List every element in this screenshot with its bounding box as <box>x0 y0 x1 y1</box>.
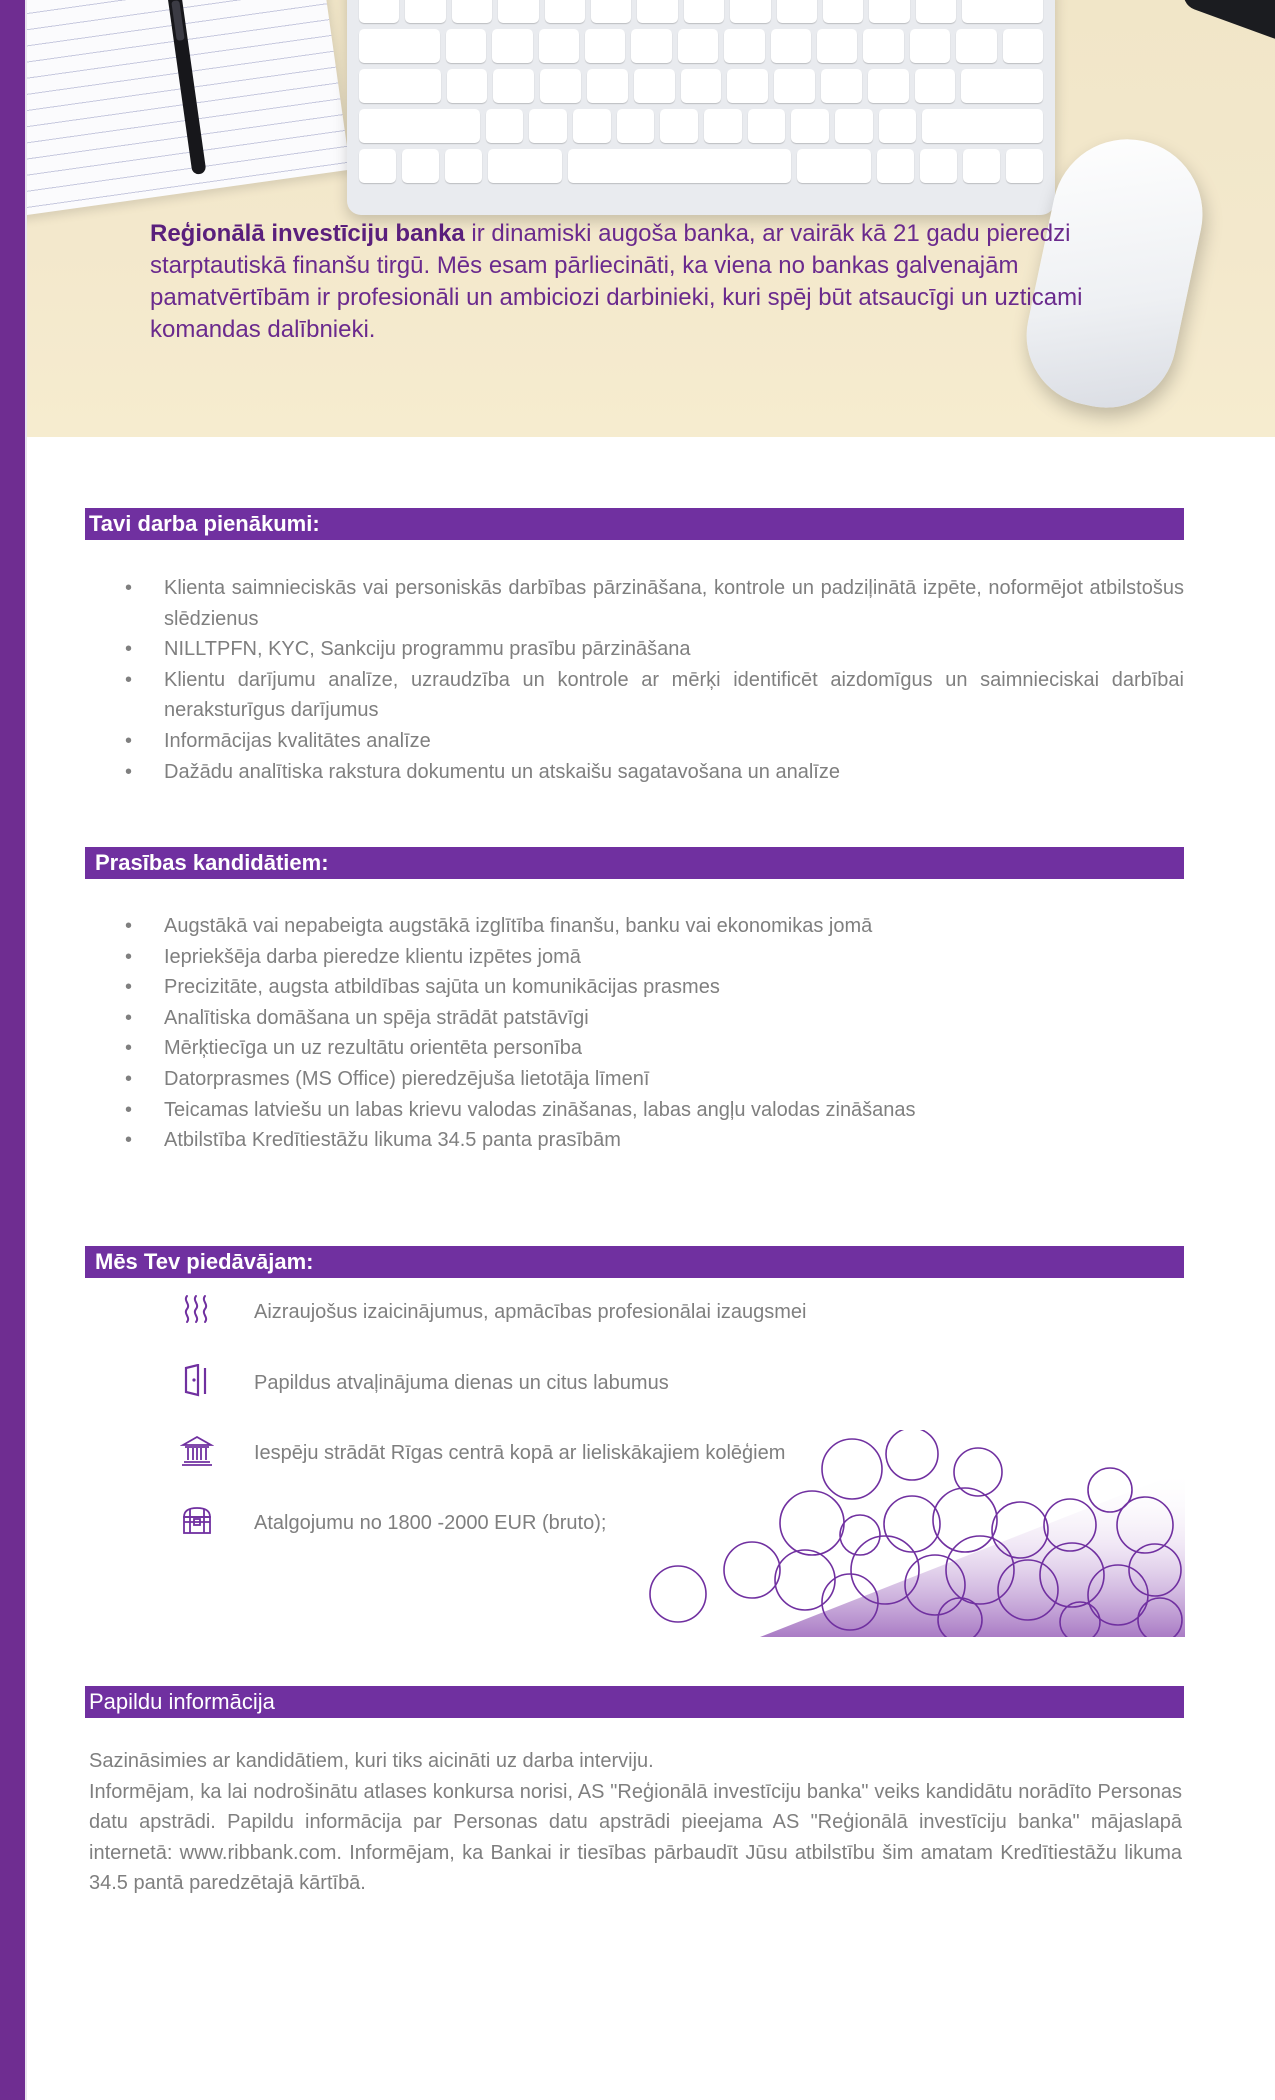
keyboard-image <box>347 0 1055 215</box>
duties-list <box>85 573 1184 787</box>
section-title-info: Papildu informācija <box>85 1686 1184 1718</box>
left-accent-bar <box>0 0 25 2100</box>
treasure-chest-icon <box>180 1504 214 1538</box>
offer-text: Aizraujošus izaicinājumus, apmācības profesionālai izaugsmei <box>254 1301 807 1323</box>
offer-text: Papildus atvaļinājuma dienas un citus labumus <box>254 1372 669 1394</box>
list-item: • Iepriekšēja darba pieredze klientu izpētes jomā <box>85 942 1184 973</box>
list-item: • Dažādu analītiska rakstura dokumentu un atskaišu sagatavošana un analīze <box>85 757 1184 788</box>
info-block <box>89 1746 1182 1899</box>
list-item: • Klienta saimnieciskās vai personiskās darbības pārzināšana, kontrole un padziļinātā izpēte, noformējot atbilstošus slēdzienus <box>85 573 1184 634</box>
list-item: • Datorprasmes (MS Office) pieredzējuša lietotāja līmenī <box>85 1064 1184 1095</box>
section-title-requirements: Prasības kandidātiem: <box>85 847 1184 879</box>
intro-body: ir dinamiski augoša banka, ar vairāk kā 21 gadu pieredzi starptautiskā finanšu tirgū. Mēs esam pārliecināti, ka viena no bankas galvenajām pamatvērtībām ir profesionāli un ambiciozi darbinieki, kuri spēj būt atsaucīgi un uzticami komandas dalībnieki. <box>150 220 1083 343</box>
offer-item <box>180 1504 880 1538</box>
phone-image <box>1179 0 1275 52</box>
list-item: • Augstākā vai nepabeigta augstākā izglītība finanšu, banku vai ekonomikas jomā <box>85 911 1184 942</box>
list-item: • Analītiska domāšana un spēja strādāt patstāvīgi <box>85 1003 1184 1034</box>
offer-item <box>180 1364 880 1398</box>
bank-building-icon <box>180 1434 214 1468</box>
section-title-offer: Mēs Tev piedāvājam: <box>85 1246 1184 1278</box>
list-item: • Mērķtiecīga un uz rezultātu orientēta personība <box>85 1033 1184 1064</box>
list-item: • Klientu darījumu analīze, uzraudzība un kontrole ar mērķi identificēt aizdomīgus un saimnieciskai darbībai neraksturīgus darījumus <box>85 665 1184 726</box>
waves-icon <box>180 1293 214 1327</box>
offer-text: Atalgojumu no 1800 -2000 EUR (bruto); <box>254 1512 607 1534</box>
section-title-duties: Tavi darba pienākumi: <box>85 508 1184 540</box>
list-item: • Precizitāte, augsta atbildības sajūta un komunikācijas prasmes <box>85 972 1184 1003</box>
list-item: • Atbilstība Kredītiestāžu likuma 34.5 panta prasībām <box>85 1125 1184 1156</box>
door-icon <box>180 1364 214 1398</box>
info-line: Sazināsimies ar kandidātiem, kuri tiks aicināti uz darba interviju. <box>89 1750 654 1772</box>
intro-text <box>150 218 1110 346</box>
offer-text: Iespēju strādāt Rīgas centrā kopā ar lieliskākajiem kolēģiem <box>254 1442 786 1464</box>
requirements-list <box>85 911 1184 1156</box>
intro-bank-name: Reģionālā investīciju banka <box>150 220 465 247</box>
list-item: • NILLTPFN, KYC, Sankciju programmu prasību pārzināšana <box>85 634 1184 665</box>
list-item: • Teicamas latviešu un labas krievu valodas zināšanas, labas angļu valodas zināšanas <box>85 1095 1184 1126</box>
info-paragraph: Informējam, ka lai nodrošinātu atlases konkursa norisi, AS "Reģionālā investīciju banka" veiks kandidātu norādīto Personas datu apstrādi. Papildu informācija par Personas datu apstrādi pieejama AS "Reģionālā investīciju banka" mājaslapā internetā: www.ribbank.com. Informējam, ka Bankai ir tiesības pārbaudīt Jūsu atbilstību šim amatam Kredītiestāžu likuma 34.5 pantā paredzētajā kārtībā. <box>89 1780 1182 1895</box>
list-item: • Informācijas kvalitātes analīze <box>85 726 1184 757</box>
offer-item <box>180 1434 880 1468</box>
offer-item <box>180 1293 880 1327</box>
